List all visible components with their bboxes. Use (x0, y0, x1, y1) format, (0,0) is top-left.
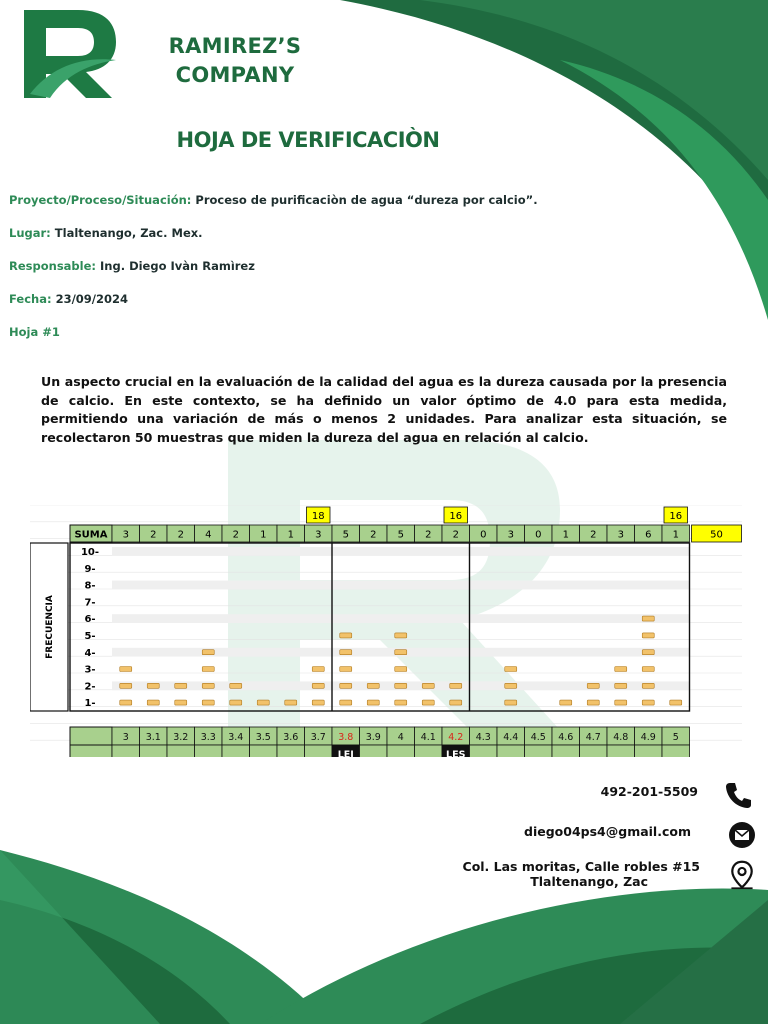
company-logo (20, 8, 120, 100)
limit-row-cell (580, 745, 608, 757)
tally-mark (202, 683, 214, 688)
x-value: 3.4 (228, 732, 244, 743)
x-value: 4.8 (613, 732, 629, 743)
tally-mark (505, 683, 517, 688)
field-lugar (9, 226, 203, 240)
field-fecha (9, 292, 128, 306)
x-value: 4.7 (585, 732, 601, 743)
contact-phone: 492-201-5509 (600, 784, 698, 799)
group-total-value: 16 (669, 511, 683, 522)
field-key: Responsable: (9, 259, 96, 273)
suma-value: 2 (370, 529, 377, 541)
tally-mark (615, 667, 627, 672)
row-label: 10- (80, 547, 100, 558)
x-value: 3.3 (200, 732, 216, 743)
tally-mark (312, 667, 324, 672)
suma-value: 0 (535, 529, 542, 541)
field-key: Fecha: (9, 292, 52, 306)
limit-row-cell (167, 745, 195, 757)
lei-label: LEI (337, 749, 354, 757)
document-title: HOJA DE VERIFICACIÒN (176, 128, 440, 152)
group-total-value: 18 (311, 511, 325, 522)
company-name (150, 32, 320, 90)
suma-value: 1 (562, 529, 569, 541)
suma-value: 5 (342, 529, 349, 541)
tally-mark (642, 683, 654, 688)
tally-mark (202, 650, 214, 655)
x-value: 3 (122, 732, 129, 743)
suma-value: 3 (617, 529, 624, 541)
limit-row-cell (305, 745, 333, 757)
tally-mark (615, 700, 627, 705)
tally-mark (120, 667, 132, 672)
x-value: 4.1 (420, 732, 436, 743)
tally-mark (312, 683, 324, 688)
x-value: 4.5 (530, 732, 546, 743)
tally-mark (422, 700, 434, 705)
tally-mark (642, 650, 654, 655)
tally-mark (642, 633, 654, 638)
limit-row-cell (552, 745, 580, 757)
row-label: 9- (84, 563, 96, 575)
limit-row-cell (250, 745, 278, 757)
tally-mark (367, 700, 379, 705)
row-band (112, 614, 690, 623)
check-sheet-table (30, 505, 742, 757)
limit-row-cell (662, 745, 690, 757)
field-hoja (9, 325, 60, 339)
address-line2: Tlaltenango, Zac (530, 874, 648, 889)
row-label: 1- (84, 698, 96, 710)
x-value: 4 (397, 732, 404, 743)
tally-mark (505, 667, 517, 672)
tally-mark (395, 700, 407, 705)
suma-value: 1 (287, 529, 294, 541)
x-value: 3.7 (310, 732, 326, 743)
tally-mark (642, 616, 654, 621)
x-value: 5 (672, 732, 679, 743)
row-label: 3- (84, 664, 96, 676)
suma-value: 3 (122, 529, 129, 541)
limit-row-cell (607, 745, 635, 757)
tally-mark (367, 683, 379, 688)
row-band (112, 547, 690, 556)
contact-address (463, 859, 700, 889)
x-value: 4.9 (640, 732, 656, 743)
limit-row-cell (387, 745, 415, 757)
tally-mark (120, 700, 132, 705)
suma-value: 2 (232, 529, 239, 541)
suma-value: 0 (480, 529, 487, 541)
suma-label: SUMA (74, 529, 108, 541)
row-band (112, 581, 690, 590)
suma-value: 2 (452, 529, 459, 541)
tally-mark (175, 700, 187, 705)
x-value: 3.6 (283, 732, 299, 743)
tally-mark (395, 667, 407, 672)
tally-mark (312, 700, 324, 705)
field-value: 23/09/2024 (51, 292, 128, 306)
tally-mark (670, 700, 682, 705)
frecuencia-label: FRECUENCIA (45, 595, 55, 659)
limit-row-cell (470, 745, 498, 757)
tally-mark (340, 650, 352, 655)
group-total-value: 16 (449, 511, 463, 522)
suma-value: 2 (177, 529, 184, 541)
suma-value: 6 (645, 529, 652, 541)
x-value: 3.8 (338, 732, 354, 743)
tally-mark (257, 700, 269, 705)
suma-value: 2 (150, 529, 157, 541)
tally-mark (147, 683, 159, 688)
field-value: Proceso de purificaciòn de agua “dureza por calcio”. (191, 193, 538, 207)
field-value: Ing. Diego Ivàn Ramìrez (96, 259, 255, 273)
x-value: 3.9 (365, 732, 381, 743)
field-key: Hoja #1 (9, 325, 60, 339)
tally-mark (230, 700, 242, 705)
email-icon (727, 820, 757, 850)
x-value: 4.4 (503, 732, 519, 743)
x-value: 4.2 (448, 732, 464, 743)
tally-mark (505, 700, 517, 705)
tally-mark (642, 700, 654, 705)
tally-mark (615, 683, 627, 688)
limit-row-cell (360, 745, 388, 757)
tally-mark (340, 667, 352, 672)
field-proyecto (9, 193, 538, 207)
contact-email: diego04ps4@gmail.com (524, 824, 691, 839)
location-pin-icon (727, 860, 757, 890)
total-value: 50 (710, 529, 723, 541)
x-value: 4.6 (558, 732, 574, 743)
tally-mark (340, 633, 352, 638)
suma-value: 1 (672, 529, 679, 541)
suma-value: 4 (205, 529, 212, 541)
tally-mark (450, 683, 462, 688)
suma-value: 1 (260, 529, 267, 541)
suma-value: 5 (397, 529, 404, 541)
row-label: 2- (84, 681, 96, 693)
suma-value: 2 (590, 529, 597, 541)
field-key: Proyecto/Proceso/Situación: (9, 193, 192, 207)
tally-mark (175, 683, 187, 688)
tally-mark (587, 683, 599, 688)
tally-mark (340, 683, 352, 688)
tally-mark (285, 700, 297, 705)
field-key: Lugar: (9, 226, 51, 240)
x-value: 4.3 (475, 732, 491, 743)
row-label: 7- (84, 597, 96, 609)
row-label: 5- (84, 631, 96, 642)
tally-mark (395, 683, 407, 688)
tally-mark (147, 700, 159, 705)
phone-icon (724, 780, 754, 810)
x-label-cell (70, 727, 112, 745)
x-value: 3.2 (173, 732, 189, 743)
limit-row-cell (140, 745, 168, 757)
limit-row-cell (525, 745, 553, 757)
company-name-line2: COMPANY (175, 63, 295, 87)
row-label: 4- (84, 647, 96, 659)
tally-mark (395, 633, 407, 638)
tally-mark (450, 700, 462, 705)
field-value: Tlaltenango, Zac. Mex. (50, 226, 203, 240)
les-label: LES (446, 749, 466, 757)
suma-value: 3 (507, 529, 514, 541)
limit-row-cell (222, 745, 250, 757)
limit-row-cell (277, 745, 305, 757)
tally-mark (202, 667, 214, 672)
field-responsable (9, 259, 255, 273)
tally-mark (230, 683, 242, 688)
tally-mark (587, 700, 599, 705)
tally-mark (340, 700, 352, 705)
tally-mark (120, 683, 132, 688)
limit-row-cell (195, 745, 223, 757)
limit-row-cell (635, 745, 663, 757)
company-name-line1: RAMIREZ’S (168, 34, 302, 58)
tally-mark (202, 700, 214, 705)
limit-row-cell (497, 745, 525, 757)
tally-mark (642, 667, 654, 672)
description-paragraph: Un aspecto crucial en la evaluación de la calidad del agua es la dureza causada por la presencia de calcio. En este contexto, se ha definido un valor óptimo de 4.0 para esta medida, permitiendo una variación de más o menos 2 unidades. Para analizar esta situación, se recolectaron 50 muestras que miden la dureza del agua en relación al calcio. (41, 374, 727, 445)
tally-mark (395, 650, 407, 655)
limit-label-cell (70, 745, 112, 757)
suma-value: 3 (315, 529, 322, 541)
row-label: 8- (84, 580, 96, 592)
row-label: 6- (84, 614, 96, 626)
x-value: 3.1 (145, 732, 161, 743)
x-value: 3.5 (255, 732, 271, 743)
address-line1: Col. Las moritas, Calle robles #15 (462, 859, 700, 874)
limit-row-cell (112, 745, 140, 757)
suma-value: 2 (425, 529, 432, 541)
limit-row-cell (415, 745, 443, 757)
tally-mark (560, 700, 572, 705)
tally-mark (422, 683, 434, 688)
